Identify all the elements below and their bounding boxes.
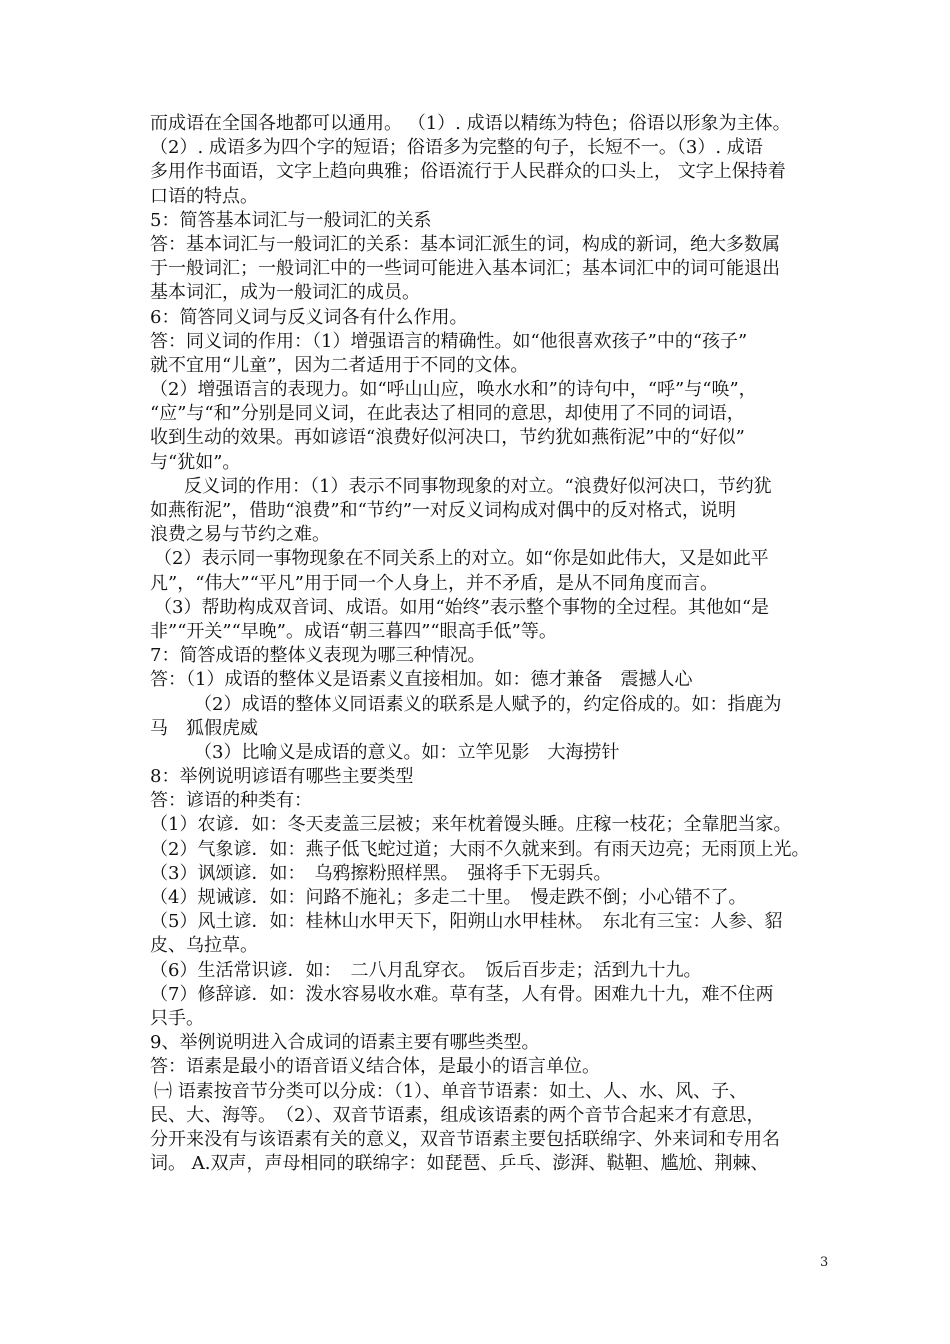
text-line: 非”“开关”“早晚”。成语“朝三暮四”“眼高手低”等。 bbox=[150, 620, 557, 642]
text-line: 分开来没有与该语素有关的意义，双音节语素主要包括联绵字、外来词和专用名 bbox=[150, 1128, 780, 1150]
text-line: （7）修辞谚．如：泼水容易收水难。草有茎，人有骨。困难九十九，难不住两 bbox=[150, 983, 774, 1005]
text-line: （4）规诫谚．如：问路不施礼；多走二十里。 慢走跌不倒；小心错不了。 bbox=[150, 887, 747, 908]
text-line: 答：同义词的作用：（1）增强语言的精确性。如“他很喜欢孩子”中的“孩子” bbox=[150, 330, 748, 352]
text-line: （3）比喻义是成语的意义。如：立竿见影 大海捞针 bbox=[194, 741, 620, 763]
section-heading: 9、举例说明进入合成词的语素主要有哪些类型。 bbox=[150, 1032, 540, 1054]
text-line: 基本词汇，成为一般词汇的成员。 bbox=[150, 282, 420, 304]
text-line: 收到生动的效果。再如谚语“浪费好似河决口，节约犹如燕衔泥”中的“好似” bbox=[150, 427, 745, 449]
text-line: 答：基本词汇与一般词汇的关系：基本词汇派生的词，构成的新词，绝大多数属 bbox=[150, 233, 780, 255]
section-heading: 7：简答成语的整体义表现为哪三种情况。 bbox=[150, 645, 486, 667]
page-number: 3 bbox=[820, 1255, 829, 1270]
body-text bbox=[150, 112, 810, 1176]
text-line: 如燕衔泥”，借助“浪费”和“节约”一对反义词构成对偶中的反对格式，说明 bbox=[150, 500, 737, 521]
text-line: 答：语素是最小的语音语义结合体，是最小的语言单位。 bbox=[150, 1056, 600, 1078]
text-line: 词。 A.双声，声母相同的联绵字：如琵琶、乒乓、澎湃、鞑靼、尴尬、荆棘、 bbox=[150, 1153, 769, 1175]
text-line: 而成语在全国各地都可以通用。 （1）. 成语以精练为特色；俗语以形象为主体。 bbox=[150, 113, 791, 134]
text-line: 与“犹如”。 bbox=[150, 451, 241, 473]
section-heading: 8：举例说明谚语有哪些主要类型 bbox=[150, 766, 414, 788]
text-line: （2）气象谚．如：燕子低飞蛇过道；大雨不久就来到。有雨天边亮；无雨顶上光。 bbox=[150, 838, 810, 860]
text-line: （2）增强语言的表现力。如“呼山山应，唤水水和”的诗句中，“呼”与“唤”， bbox=[150, 379, 757, 401]
text-line: 民、大、海等。 （2）、双音节语素，组成该语素的两个音节合起来才有意思， bbox=[150, 1104, 765, 1126]
text-line: （2）. 成语多为四个字的短语；俗语多为完整的句子，长短不一。（3）. 成语 bbox=[150, 137, 763, 159]
text-line: 于一般词汇；一般词汇中的一些词可能进入基本词汇；基本词汇中的词可能退出 bbox=[150, 258, 780, 280]
text-line: （3）帮助构成双音词、成语。如用“始终”表示整个事物的全过程。其他如“是 bbox=[154, 596, 770, 618]
section-heading: 5：简答基本词汇与一般词汇的关系 bbox=[150, 209, 432, 231]
section-heading: 6：简答同义词与反义词各有什么作用。 bbox=[150, 306, 468, 328]
text-line: （3）讽颂谚．如： 乌鸦擦粉照样黑。 强将手下无弱兵。 bbox=[150, 862, 612, 884]
text-line: 就不宜用“儿童”，因为二者适用于不同的文体。 bbox=[150, 354, 529, 376]
text-line: 反义词的作用：（1）表示不同事物现象的对立。“浪费好似河决口，节约犹 bbox=[184, 475, 772, 497]
text-line: 马 狐假虎威 bbox=[150, 717, 258, 739]
text-line: “应”与“和”分别是同义词，在此表达了相同的意思，却使用了不同的词语， bbox=[150, 403, 745, 425]
text-line: （6）生活常识谚．如： 二八月乱穿衣。 饭后百步走；活到九十九。 bbox=[150, 959, 702, 981]
text-line: 口语的特点。 bbox=[150, 185, 258, 207]
text-line: 答：（1）成语的整体义是语素义直接相加。如：德才兼备 震撼人心 bbox=[150, 669, 693, 691]
text-line: ㈠ 语素按音节分类可以分成：（1）、单音节语素：如土、人、水、风、子、 bbox=[154, 1080, 748, 1102]
text-line: 浪费之易与节约之难。 bbox=[150, 524, 330, 546]
text-line: （1）农谚．如：冬天麦盖三层被；来年枕着馒头睡。庄稼一枝花；全靠肥当家。 bbox=[150, 814, 792, 836]
text-line: （5）风土谚．如：桂林山水甲天下，阳朔山水甲桂林。 东北有三宝：人参、貂 bbox=[150, 911, 783, 933]
text-line: 凡”，“伟大”“平凡”用于同一个人身上，并不矛盾，是从不同角度而言。 bbox=[150, 572, 719, 594]
text-line: 答：谚语的种类有： bbox=[150, 790, 312, 812]
text-line: 多用作书面语，文字上趋向典雅；俗语流行于人民群众的口头上， 文字上保持着 bbox=[150, 161, 786, 183]
text-line: 只手。 bbox=[150, 1007, 204, 1029]
text-line: （2）表示同一事物现象在不同关系上的对立。如“你是如此伟大，又是如此平 bbox=[154, 548, 769, 570]
text-line: （2）成语的整体义同语素义的联系是人赋予的，约定俗成的。如：指鹿为 bbox=[194, 693, 782, 715]
text-line: 皮、乌拉草。 bbox=[150, 935, 258, 957]
